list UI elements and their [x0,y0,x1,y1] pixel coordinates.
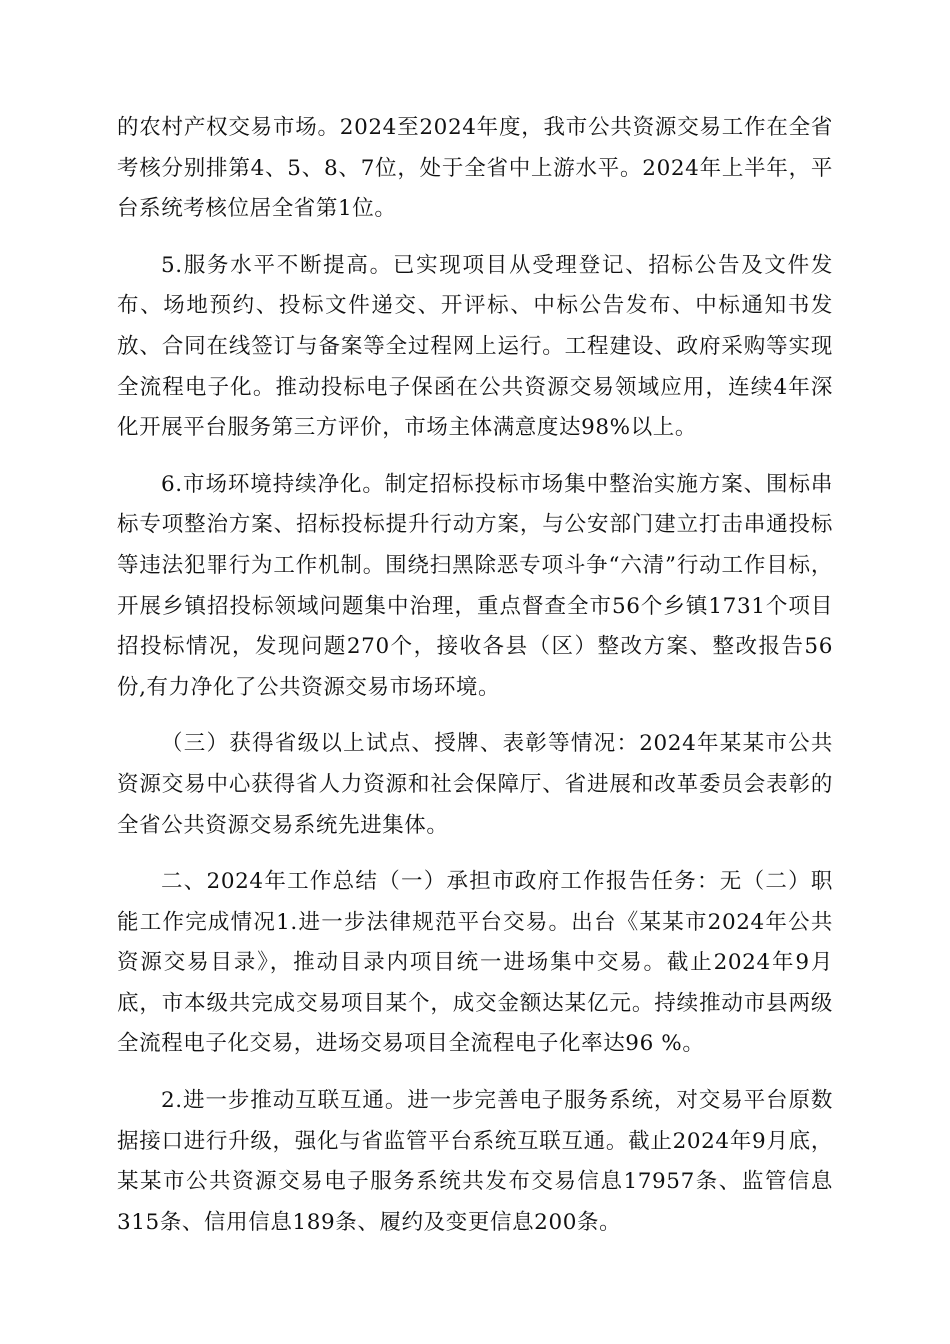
paragraph-market-ranking: 的农村产权交易市场。2024至2024年度，我市公共资源交易工作在全省考核分别排第4、5、8、7位，处于全省中上游水平。2024年上半年，平台系统考核位居全省第1位。 [117,115,833,222]
document-page [117,108,833,1259]
paragraph-service-level: 5.服务水平不断提高。已实现项目从受理登记、招标公告及文件发布、场地预约、投标文件递交、开评标、中标公告发布、中标通知书发放、合同在线签订与备案等全过程网上运行。工程建设、政府采购等实现全流程电子化。推动投标电子保函在公共资源交易领域应用，连续4年深化开展平台服务第三方评价，市场主体满意度达98%以上。 [117,252,833,441]
paragraph-market-environment: 6.市场环境持续净化。制定招标投标市场集中整治实施方案、围标串标专项整治方案、招标投标提升行动方案，与公安部门建立打击串通投标等违法犯罪行为工作机制。围绕扫黑除恶专项斗争“六清”行动工作目标，开展乡镇招投标领域问题集中治理，重点督查全市56个乡镇1731个项目招投标情况，发现问题270个，接收各县（区）整改方案、整改报告56份,有力净化了公共资源交易市场环境。 [117,471,833,700]
paragraph-work-summary: 二、2024年工作总结（一）承担市政府工作报告任务：无（二）职能工作完成情况1.进一步法律规范平台交易。出台《某某市2024年公共资源交易目录》，推动目录内项目统一进场集中交易。截止2024年9月底，市本级共完成交易项目某个，成交金额达某亿元。持续推动市县两级全流程电子化交易，进场交易项目全流程电子化率达96 %。 [117,869,833,1057]
paragraph-provincial-awards: （三）获得省级以上试点、授牌、表彰等情况：2024年某某市公共资源交易中心获得省人力资源和社会保障厅、省进展和改革委员会表彰的全省公共资源交易系统先进集体。 [117,731,833,838]
paragraph-interconnection: 2.进一步推动互联互通。进一步完善电子服务系统，对交易平台原数据接口进行升级，强化与省监管平台系统互联互通。截止2024年9月底，某某市公共资源交易电子服务系统共发布交易信息17957条、监管信息315条、信用信息189条、履约及变更信息200条。 [117,1088,833,1235]
